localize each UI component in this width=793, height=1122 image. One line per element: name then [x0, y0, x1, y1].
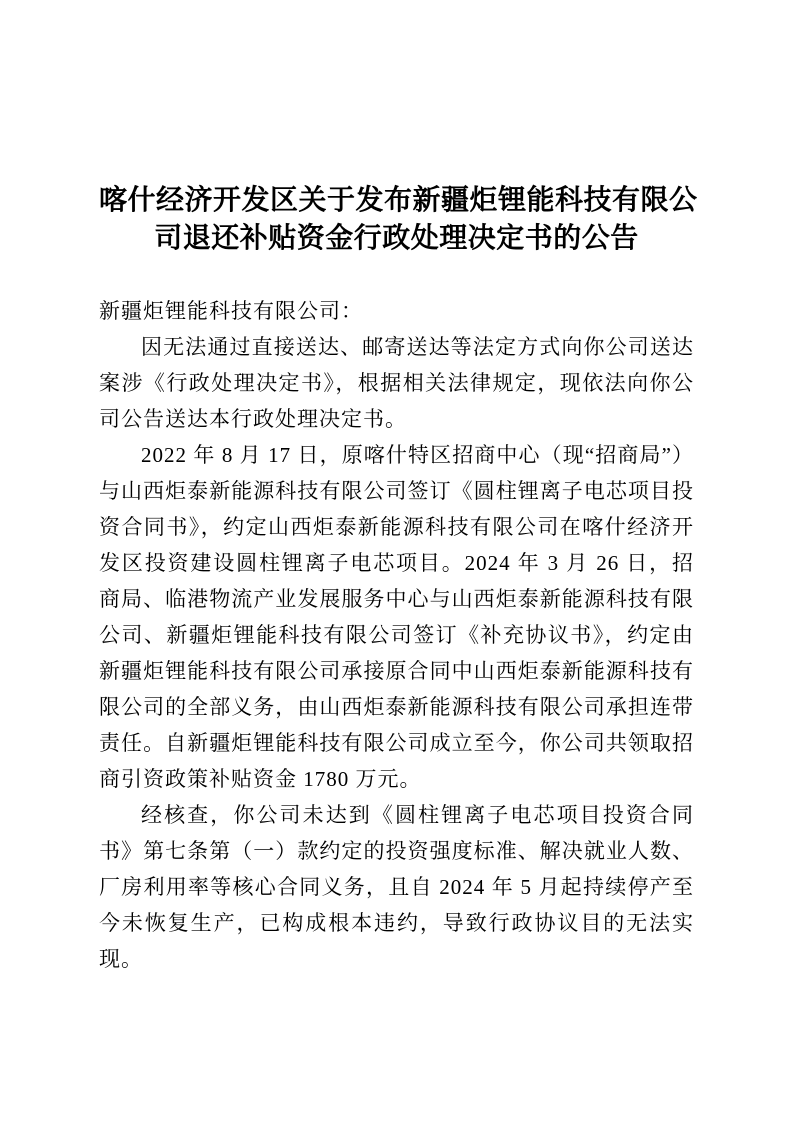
paragraph-breach-findings: 经核查，你公司未达到《圆柱锂离子电芯项目投资合同书》第七条第（一）款约定的投资强度标准、解决就业人数、厂房利用率等核心合同义务，且自 2024 年 5 月起持续停产至今未恢复生产，已构成根本违约，导致行政协议目的无法实现。 [99, 803, 694, 971]
document-title [99, 182, 698, 258]
paragraph-service-notice: 因无法通过直接送达、邮寄送达等法定方式向你公司送达案涉《行政处理决定书》，根据相关法律规定，现依法向你公司公告送达本行政处理决定书。 [99, 335, 694, 431]
document-body [99, 293, 694, 977]
paragraph-contract-background: 2022 年 8 月 17 日，原喀什特区招商中心（现“招商局”）与山西炬泰新能源科技有限公司签订《圆柱锂离子电芯项目投资合同书》，约定山西炬泰新能源科技有限公司在喀什经济开发区投资建设圆柱锂离子电芯项目。2024 年 3 月 26 日，招商局、临港物流产业发展服务中心与山西炬泰新能源科技有限公司、新疆炬锂能科技有限公司签订《补充协议书》，约定由新疆炬锂能科技有限公司承接原合同中山西炬泰新能源科技有限公司的全部义务，由山西炬泰新能源科技有限公司承担连带责任。自新疆炬锂能科技有限公司成立至今，你公司共领取招商引资政策补贴资金 1780 万元。 [99, 443, 694, 791]
title-line-2: 司退还补贴资金行政处理决定书的公告 [154, 223, 639, 254]
title-line-1: 喀什经济开发区关于发布新疆炬锂能科技有限公 [99, 185, 698, 216]
addressee-line: 新疆炬锂能科技有限公司： [99, 299, 363, 323]
